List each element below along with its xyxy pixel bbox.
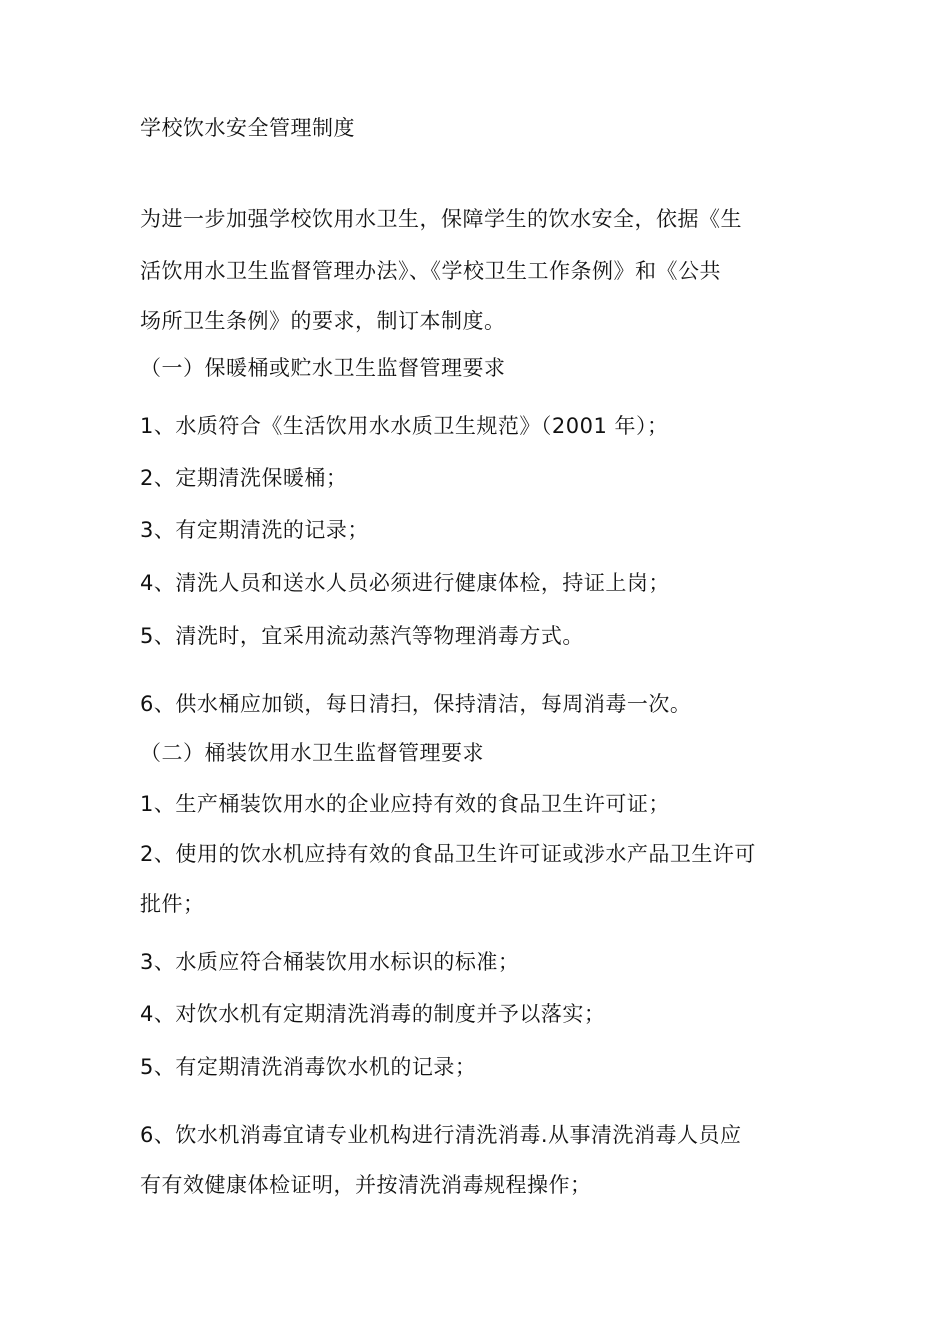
intro-line-1: 为进一步加强学校饮用水卫生，保障学生的饮水安全，依据《生 xyxy=(140,207,742,231)
section-1-item-5: 5、清洗时，宜采用流动蒸汽等物理消毒方式。 xyxy=(140,624,584,648)
section-2-item-1: 1、生产桶装饮用水的企业应持有效的食品卫生许可证； xyxy=(140,792,670,816)
section-2-item-6: 6、饮水机消毒宜请专业机构进行清洗消毒.从事清洗消毒人员应 xyxy=(140,1123,742,1147)
intro-line-3: 场所卫生条例》的要求，制订本制度。 xyxy=(140,309,506,333)
document-title: 学校饮水安全管理制度 xyxy=(140,116,355,140)
section-2-item-2: 2、使用的饮水机应持有效的食品卫生许可证或涉水产品卫生许可 xyxy=(140,842,756,866)
section-1-item-1: 1、水质符合《生活饮用水水质卫生规范》（2001 年）； xyxy=(140,414,669,438)
intro-line-2: 活饮用水卫生监督管理办法》、《学校卫生工作条例》和《公共 xyxy=(140,259,721,283)
section-2-heading: （二）桶装饮用水卫生监督管理要求 xyxy=(140,741,484,765)
section-2-item-6-continued: 有有效健康体检证明，并按清洗消毒规程操作； xyxy=(140,1173,592,1197)
section-1-item-3: 3、有定期清洗的记录； xyxy=(140,518,369,542)
section-1-heading: （一）保暖桶或贮水卫生监督管理要求 xyxy=(140,356,506,380)
section-2-item-4: 4、对饮水机有定期清洗消毒的制度并予以落实； xyxy=(140,1002,606,1026)
section-2-item-2-continued: 批件； xyxy=(140,892,205,916)
section-2-item-3: 3、水质应符合桶装饮用水标识的标准； xyxy=(140,950,520,974)
section-1-item-4: 4、清洗人员和送水人员必须进行健康体检，持证上岗； xyxy=(140,571,670,595)
section-1-item-6: 6、供水桶应加锁，每日清扫，保持清洁，每周消毒一次。 xyxy=(140,692,692,716)
section-2-item-5: 5、有定期清洗消毒饮水机的记录； xyxy=(140,1055,477,1079)
section-1-item-2: 2、定期清洗保暖桶； xyxy=(140,466,348,490)
